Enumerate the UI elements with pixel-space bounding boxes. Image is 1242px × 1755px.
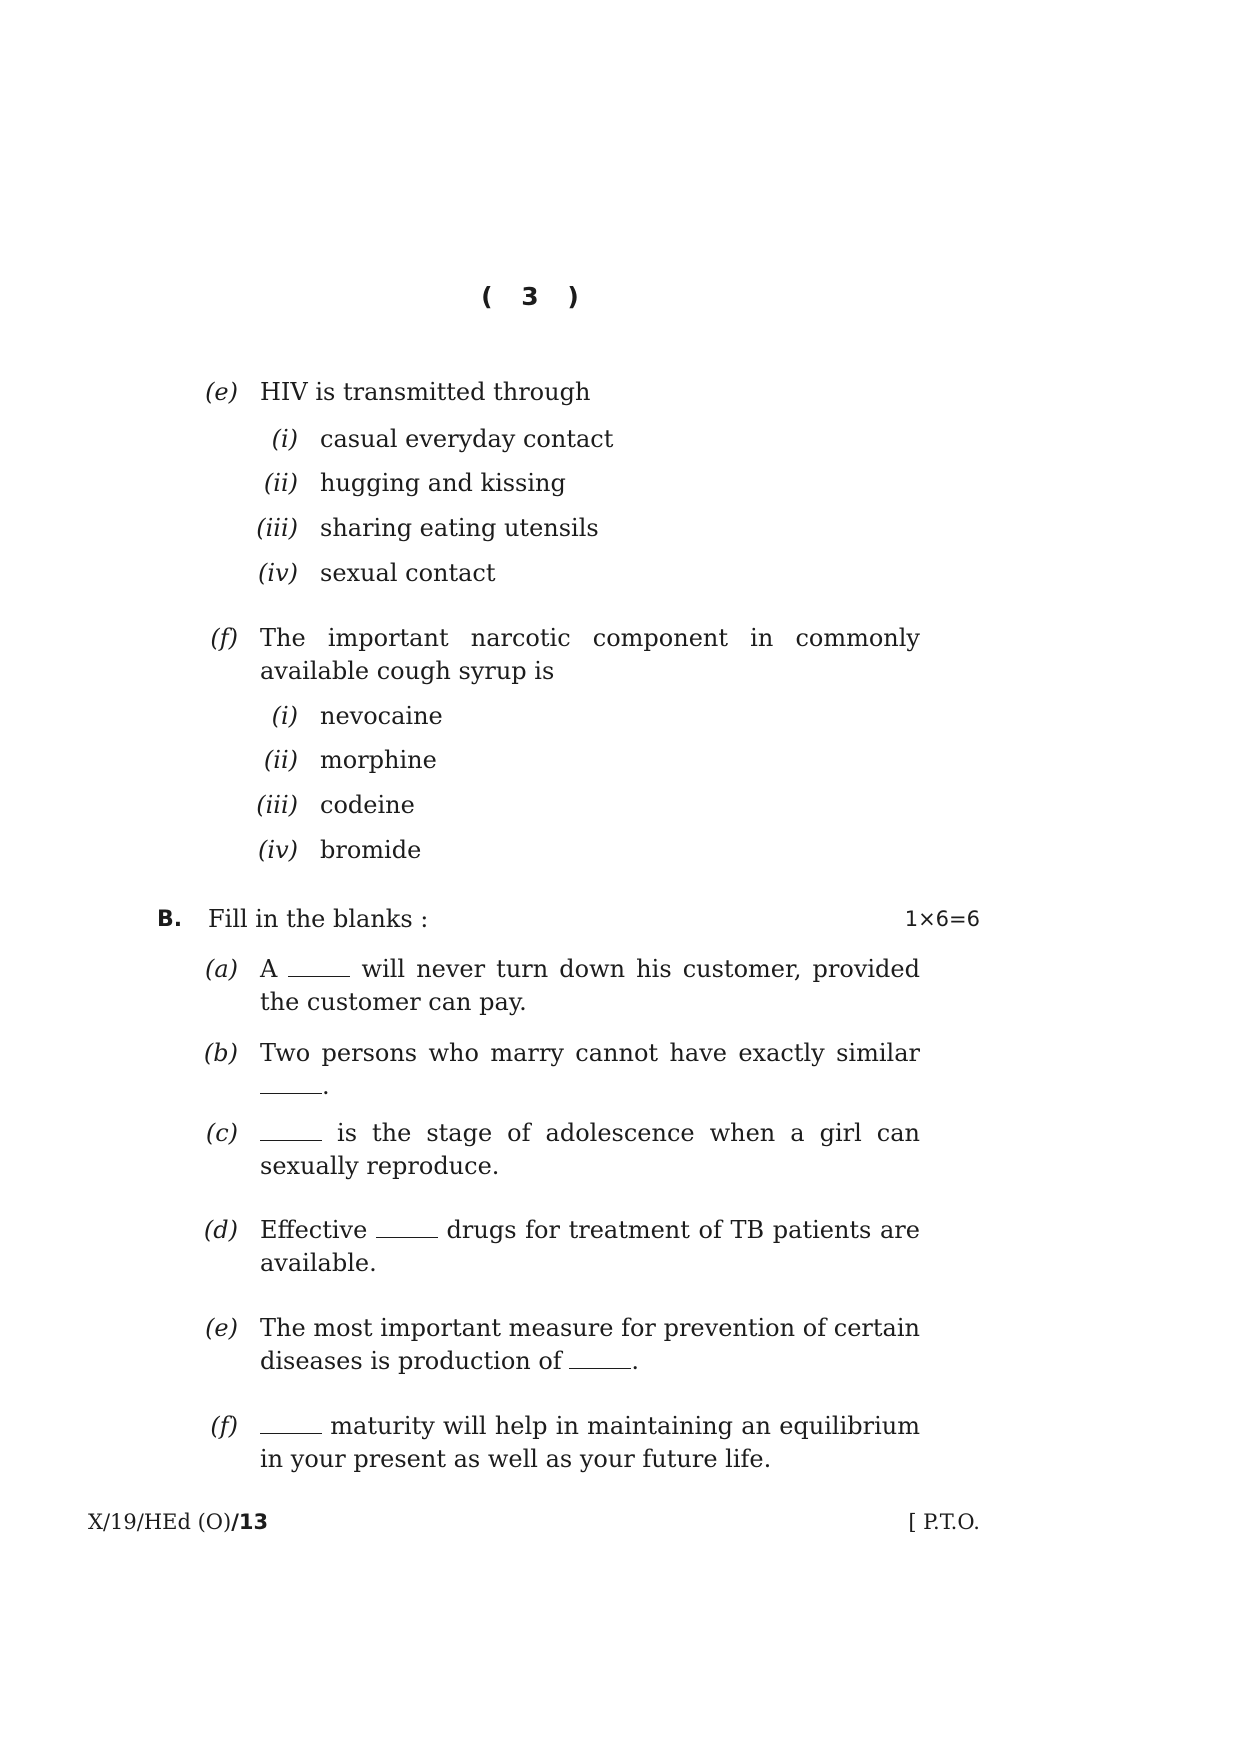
- blank-line: [569, 1348, 631, 1369]
- sheet-number: /13: [231, 1510, 269, 1534]
- question-label: (f): [210, 1412, 238, 1440]
- question-text: [260, 953, 920, 1019]
- question-label: (e): [205, 1314, 238, 1342]
- question-label: (a): [204, 955, 238, 983]
- text-after-blank: drugs for treatment of TB patients are available.: [260, 1216, 920, 1277]
- option-label: (iii): [256, 791, 298, 819]
- option-text: bromide: [320, 836, 422, 864]
- option-label: (iv): [258, 559, 298, 587]
- question-label: (e): [205, 378, 238, 406]
- blank-line: [260, 1120, 322, 1141]
- section-letter: B.: [157, 907, 183, 932]
- text-after-blank: is the stage of adolescence when a girl can sexually reproduce.: [260, 1119, 920, 1180]
- text-before-blank: A: [260, 955, 278, 983]
- text-before-blank: Two persons who marry cannot have exactly similar: [260, 1039, 920, 1067]
- option-text: nevocaine: [320, 702, 443, 730]
- section-marks: 1×6=6: [904, 907, 980, 931]
- blank-line: [260, 1073, 322, 1094]
- option-label: (i): [271, 702, 298, 730]
- page-number: ( 3 ): [481, 282, 589, 311]
- option-label: (ii): [263, 469, 298, 497]
- option-text: sharing eating utensils: [320, 514, 599, 542]
- paper-code-text: X/19/HEd (O): [88, 1510, 232, 1534]
- question-text: [260, 1037, 920, 1103]
- option-text: morphine: [320, 746, 437, 774]
- blank-line: [288, 956, 350, 977]
- question-text: [260, 1410, 920, 1476]
- question-text: The important narcotic component in commonly available cough syrup is: [260, 624, 920, 685]
- section-title: Fill in the blanks :: [208, 905, 429, 933]
- text-before-blank: The most important measure for prevention of certain diseases is production of: [260, 1314, 920, 1375]
- question-label: (d): [203, 1216, 238, 1244]
- option-text: sexual contact: [320, 559, 496, 587]
- option-label: (ii): [263, 746, 298, 774]
- option-text: codeine: [320, 791, 415, 819]
- question-text: [260, 1214, 920, 1280]
- question-label: (c): [205, 1119, 238, 1147]
- option-label: (i): [271, 425, 298, 453]
- question-text: [260, 1312, 920, 1378]
- option-text: casual everyday contact: [320, 425, 614, 453]
- question-text: [260, 1117, 920, 1183]
- text-after-blank: maturity will help in maintaining an equilibrium in your present as well as your future life.: [260, 1412, 920, 1473]
- option-label: (iii): [256, 514, 298, 542]
- text-before-blank: Effective: [260, 1216, 368, 1244]
- question-text: HIV is transmitted through: [260, 378, 591, 406]
- option-label: (iv): [258, 836, 298, 864]
- text-after-blank: will never turn down his customer, provided the customer can pay.: [260, 955, 920, 1016]
- blank-line: [376, 1217, 438, 1238]
- text-after-blank: .: [322, 1072, 330, 1100]
- blank-line: [260, 1413, 322, 1434]
- question-label: (b): [203, 1039, 238, 1067]
- option-text: hugging and kissing: [320, 469, 566, 497]
- pto-note: [ P.T.O.: [908, 1510, 980, 1534]
- question-label: (f): [210, 624, 238, 652]
- paper-code: [88, 1510, 268, 1534]
- text-after-blank: .: [631, 1347, 639, 1375]
